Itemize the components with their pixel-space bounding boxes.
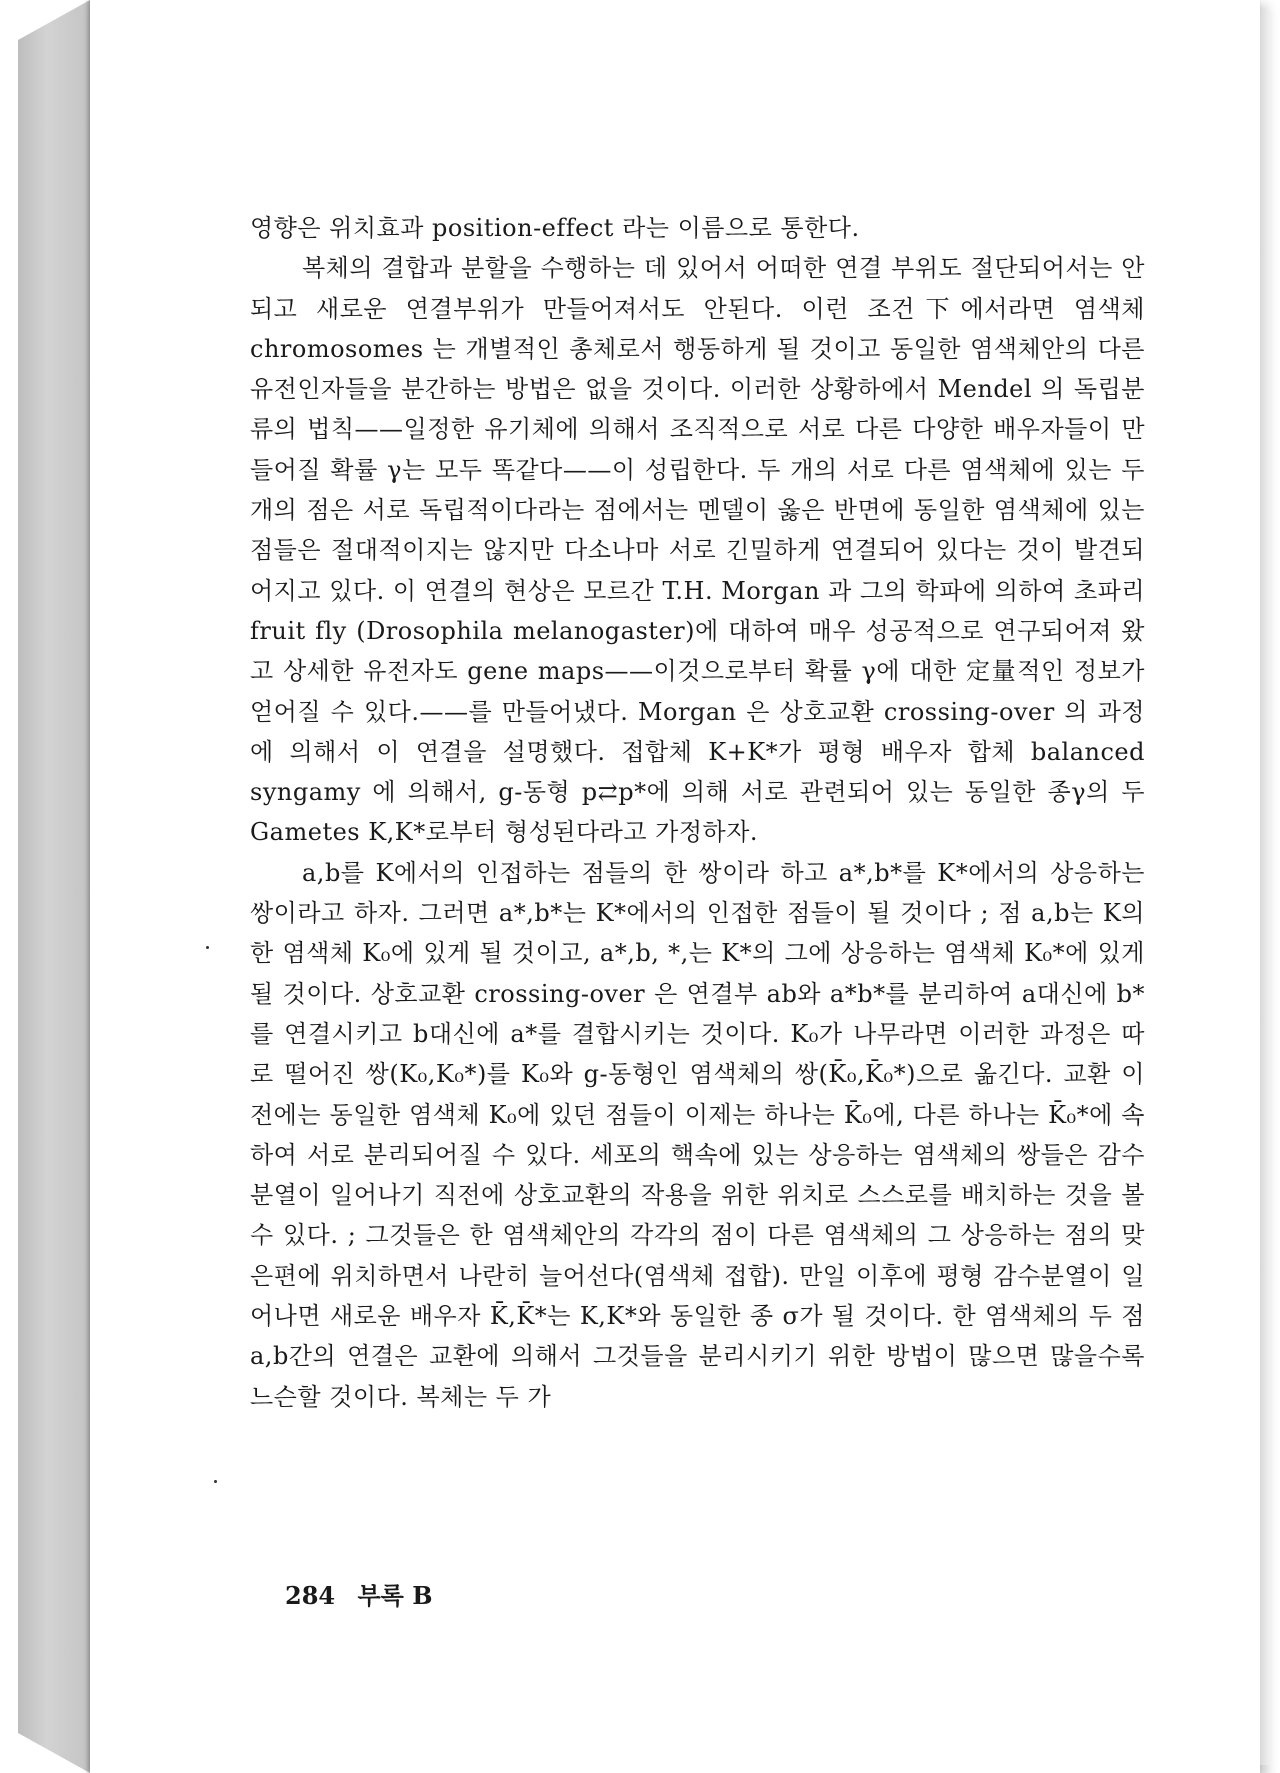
paragraph-3: a,b를 K에서의 인접하는 점들의 한 쌍이라 하고 a*,b*를 K*에서의 상응하는 쌍이라고 하자. 그러면 a*,b*는 K*에서의 인접한 점들이 될 것이다 ; 점 a,b는 K의 한 염색체 K₀에 있게 될 것이고, a*,b, *,는 K*의 그에 상응하는 염색체 K₀*에 있게 될 것이다. 상호교환 crossing-over 은 연결부 ab와 a*b*를 분리하여 a대신에 b*를 연결시키고 b대신에 a*를 결합시키는 것이다. K₀가 나무라면 이러한 과정은 따로 떨어진 쌍(K₀,K₀*)를 K₀와 g-동형인 염색체의 쌍(K̄₀,K̄₀*)으로 옮긴다. 교환 이전에는 동일한 염색체 K₀에 있던 점들이 이제는 하나는 K̄₀에, 다른 하나는 K̄₀*에 속하여 서로 분리되어질 수 있다. 세포의 핵속에 있는 상응하는 염색체의 쌍들은 감수분열이 일어나기 직전에 상호교환의 작용을 위한 위치로 스스로를 배치하는 것을 볼 수 있다. ; 그것들은 한 염색체안의 각각의 점이 다른 염색체의 그 상응하는 점의 맞은편에 위치하면서 나란히 늘어선다(염색체 접합). 만일 이후에 평형 감수분열이 일어나면 새로운 배우자 K̄,K̄*는 K,K*와 동일한 종 σ가 될 것이다. 한 염색체의 두 점 a,b간의 연결은 교환에 의해서 그것들을 분리시키기 위한 방법이 많으면 많을수록 느슨할 것이다. 복체는 두 가: [250, 858, 1145, 1411]
body-text: [250, 208, 1145, 1417]
section-label: 부록 B: [357, 1581, 433, 1610]
page-number: 284: [285, 1581, 336, 1610]
book-spine: [18, 0, 90, 1773]
page-footer: [285, 1576, 432, 1611]
page-edge: [1260, 10, 1270, 1765]
paragraph-1: 영향은 위치효과 position-effect 라는 이름으로 통한다.: [250, 214, 860, 242]
margin-dot: [214, 1480, 217, 1483]
margin-dot: [206, 946, 209, 949]
paragraph-2: 복체의 결합과 분할을 수행하는 데 있어서 어떠한 연결 부위도 절단되어서는 안되고 새로운 연결부위가 만들어져서도 안된다. 이런 조건下에서라면 염색체 chromosomes 는 개별적인 총체로서 행동하게 될 것이고 동일한 염색체안의 다른 유전인자들을 분간하는 방법은 없을 것이다. 이러한 상황하에서 Mendel 의 독립분류의 법칙——일정한 유기체에 의해서 조직적으로 서로 다른 다양한 배우자들이 만들어질 확률 γ는 모두 똑같다——이 성립한다. 두 개의 서로 다른 염색체에 있는 두 개의 점은 서로 독립적이다라는 점에서는 멘델이 옳은 반면에 동일한 염색체에 있는 점들은 절대적이지는 않지만 다소나마 서로 긴밀하게 연결되어 있다는 것이 발견되어지고 있다. 이 연결의 현상은 모르간 T.H. Morgan 과 그의 학파에 의하여 초파리 fruit fly (Drosophila melanogaster)에 대하여 매우 성공적으로 연구되어져 왔고 상세한 유전자도 gene maps——이것으로부터 확률 γ에 대한 定量적인 정보가 얻어질 수 있다.——를 만들어냈다. Morgan 은 상호교환 crossing-over 의 과정에 의해서 이 연결을 설명했다. 접합체 K+K*가 평형 배우자 합체 balanced syngamy 에 의해서, g-동형 p⇄p*에 의해 서로 관련되어 있는 동일한 종γ의 두 Gametes K,K*로부터 형성된다라고 가정하자.: [250, 254, 1145, 847]
